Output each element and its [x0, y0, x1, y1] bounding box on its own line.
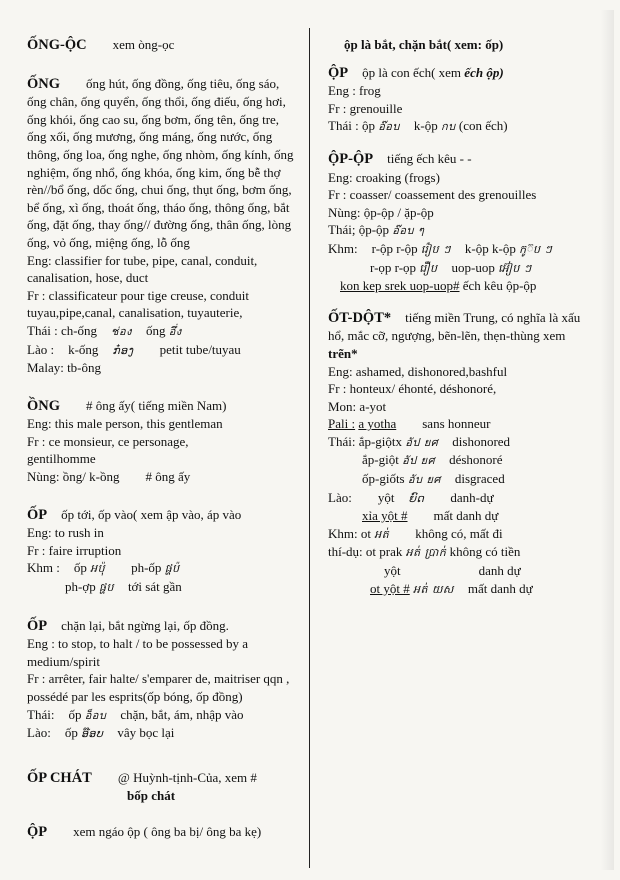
khmer-script-2: ផ្ហប៉ — [164, 562, 180, 576]
lao-script: ກ໋ອງ — [112, 343, 134, 357]
thai-script-2: อึ่ง — [168, 324, 182, 338]
thai-word-2: k-ộp — [413, 118, 438, 134]
french-gloss: Fr : honteux/ éhonté, déshonoré, — [328, 381, 497, 397]
thai-word-3: ốp-giốts — [362, 471, 405, 487]
thai-script: อัป ยศ — [405, 435, 439, 449]
entry-definition: # ông ấy( tiếng miền Nam) — [86, 397, 227, 413]
lao-word: ốp — [64, 725, 78, 741]
entry-crossref: trẽn* — [328, 345, 358, 361]
example-word: ot prak — [365, 544, 403, 560]
lao-gloss: petit tube/tuyau — [159, 341, 241, 357]
thai-word: ộp-ộp — [358, 222, 390, 238]
nung-gloss: # ông ấy — [145, 469, 191, 485]
pali-gloss: sans honneur — [422, 416, 491, 432]
page-edge-shadow — [600, 10, 614, 870]
khmer-word-2: ph-ốp — [131, 560, 162, 576]
thai-script-2: กบ — [440, 120, 456, 134]
thai-gloss-3: disgraced — [454, 471, 505, 487]
entry-headword: ỒNG — [27, 397, 61, 414]
entry-ong — [27, 75, 299, 377]
entry-ong-oc — [27, 36, 299, 55]
khmer-script: រ៉ៀប ៗ — [420, 242, 451, 256]
khmer-word-2: k-ộp k-ộp — [464, 240, 516, 256]
nung-line — [27, 468, 299, 486]
lao-line — [27, 724, 299, 743]
thai-word-2: ắp-giột — [362, 452, 399, 468]
khmer-gloss: không có, mất đi — [415, 525, 503, 541]
entry-definition-xref: ếch ộp) — [464, 64, 504, 80]
entry-ong-south — [27, 397, 299, 486]
khmer-line — [328, 240, 596, 259]
khmer-line-2 — [328, 259, 596, 278]
example-word-2: yột — [384, 563, 401, 579]
example-line-3 — [328, 580, 596, 599]
lang-label: Khm: — [328, 240, 358, 256]
english-gloss: Eng : frog — [328, 83, 381, 99]
thai-line — [328, 221, 596, 240]
english-gloss: Eng: classifier for tube, pipe, canal, conduit, canalisation, hose, duct — [27, 252, 258, 286]
thai-gloss: (con ếch) — [458, 118, 508, 134]
entry-definition: ống hút, ống đồng, ống tiêu, ống sáo, ống chân, ống quyển, ống thổi, ống điếu, ống hơi, ống khói, ống cao su, ống bơm, ống tên, ống tre, ống xối, ống mương, ống máng, ống nước, ống thông, ống loa, ống nghe, ống nhòm, ống kính, ống nghiệm, ống nhổ, ống khóa, ống kim, ống bễ thợ rèn//bổ ống, dốc ống, chui ống, thụt ống, bơm ống, bể ống, xì ống, thoát ống, tháo ống, thông ống, bắt ống, đặt ống, thay ống// đường ống, thân ống, lòng ống, vỏ ống, miệng ống, lỗ ống — [27, 75, 294, 250]
thai-script: อ๊อบ ๆ — [392, 224, 425, 238]
entry-op-1 — [27, 506, 299, 597]
thai-line — [27, 706, 299, 725]
lang-label: Pali : — [328, 416, 356, 432]
khmer-script-3: ផ្ហប — [98, 581, 114, 595]
lang-label: Lào : — [27, 341, 55, 357]
lao-example: xỉa yột # — [362, 508, 408, 524]
khmer-word-4: uop-uop — [451, 259, 495, 275]
khmer-word-3: r-ọp r-ọp — [370, 259, 417, 275]
entry-definition: tiếng miền Trung, có nghĩa là xấu hổ, mắc cỡ, ngượng, bẽn-lẽn, thẹn-thùng xem — [328, 309, 581, 344]
entry-definition: ốp tới, ốp vào( xem ập vào, áp vào — [61, 506, 242, 522]
french-gloss: Fr : faire irruption — [27, 542, 122, 558]
entry-op-op — [328, 150, 596, 295]
lao-gloss: danh-dự — [450, 489, 494, 505]
khmer-word-3: ph-ợp — [65, 579, 96, 595]
english-gloss: Eng : to stop, to halt / to be possessed by a medium/spirit — [27, 636, 248, 669]
lang-label: Thái : — [328, 118, 359, 134]
thai-line — [328, 433, 596, 452]
entry-definition: ộp là con ếch( xem — [362, 64, 462, 80]
lang-label: Lào: — [27, 725, 51, 741]
lang-label: Thái; — [328, 222, 356, 238]
example-label: thí-dụ: — [328, 544, 363, 560]
entry-definition: tiếng ếch kêu - - — [387, 150, 472, 166]
khmer-script: អត់ — [374, 527, 390, 541]
entry-headword: ỐNG — [27, 75, 61, 92]
entry-op-2 — [27, 617, 299, 743]
khmer-script: អប៉ុ — [90, 562, 106, 576]
entry-headword: ỐT-DỘT* — [328, 309, 392, 326]
lao-word: yột — [377, 489, 395, 505]
left-column — [27, 36, 299, 854]
thai-gloss: dishonored — [452, 433, 511, 449]
lao-line — [27, 341, 299, 360]
example-line — [328, 543, 596, 562]
khmer-line — [27, 559, 299, 578]
right-column — [328, 36, 596, 610]
example-gloss-2: danh dự — [478, 563, 521, 579]
english-gloss: Eng: croaking (frogs) — [328, 169, 440, 185]
entry-definition: @ Huỳnh-tịnh-Của, xem # — [117, 769, 257, 785]
thai-gloss-2: déshonoré — [449, 452, 503, 468]
nung-word: Nùng: ồng/ k-ồng — [27, 469, 120, 485]
thai-script: อ็อบ — [84, 708, 107, 722]
entry-headword: ỐP — [27, 617, 48, 634]
entry-headword: ỘP — [27, 823, 48, 840]
thai-line — [328, 117, 596, 136]
entry-headword: ỐP CHÁT — [27, 769, 92, 786]
khmer-word: ốp — [73, 560, 87, 576]
khmer-word: ot — [360, 525, 371, 541]
thai-word: ốp — [68, 706, 82, 722]
khmer-word: r-ộp r-ộp — [371, 240, 418, 256]
lang-label: Thái: — [27, 706, 55, 722]
lang-label: Khm : — [27, 560, 60, 576]
lang-label: Thái: — [328, 433, 356, 449]
continued-text: ộp là bắt, chặn bắt( xem: ốp) — [344, 37, 504, 52]
english-gloss: Eng: ashamed, dishonored,bashful — [328, 363, 508, 379]
lao-line-2 — [328, 507, 596, 525]
french-gloss: Fr : arrêter, fair halte/ s'emparer de, maitriser qqn , possédé par les esprits(ốp bóng, ốp đồng) — [27, 671, 290, 704]
entry-headword: ỐNG-ỘC — [27, 37, 87, 53]
column-divider — [309, 28, 310, 868]
thai-script-2: อัป ยศ — [402, 454, 436, 468]
entry-crossref: bốp chát — [127, 788, 176, 804]
thai-script-3: อับ ยศ — [407, 473, 441, 487]
pali-word: a yotha — [358, 416, 397, 432]
thai-word: ộp — [361, 118, 375, 134]
english-gloss: Eng: this male person, this gentleman — [27, 416, 223, 432]
lao-word: k-ống — [68, 341, 99, 357]
thai-line-3 — [328, 470, 596, 489]
french-gloss: Fr : classificateur pour tige creuse, conduit tuyau,pipe,canal, canalisation, tuyauterie, — [27, 287, 250, 321]
entry-headword: ỘP — [328, 64, 349, 81]
thai-script: อ๊อบ — [378, 120, 400, 134]
nung-line: Nùng: ộp-ộp / ặp-ộp — [328, 204, 434, 220]
entry-headword: ỘP-ỘP — [328, 150, 374, 167]
french-gloss-2: gentilhomme — [27, 451, 96, 467]
entry-headword: ỐP — [27, 506, 48, 523]
khmer-script-4: អ៊ៀប ៗ — [498, 261, 532, 275]
khmer-line-2 — [27, 578, 299, 597]
thai-script: ช่อง — [111, 324, 132, 338]
french-gloss: Fr : ce monsieur, ce personage, — [27, 433, 189, 449]
continued-definition — [344, 36, 596, 54]
entry-definition: chặn lại, bắt ngừng lại, ốp đồng. — [61, 617, 229, 633]
pali-line — [328, 415, 596, 433]
english-gloss: Eng: to rush in — [27, 525, 104, 541]
example-word-3: ot yột # — [370, 580, 410, 596]
khmer-example: kon kep srek uop-uop# — [340, 278, 460, 294]
french-gloss: Fr : coasser/ coassement des grenouilles — [328, 187, 537, 203]
entry-ot-dot — [328, 309, 596, 599]
lao-script: ອ໊ອບ — [81, 727, 104, 741]
lang-label: Lào: — [328, 489, 352, 505]
thai-line-2 — [328, 451, 596, 470]
entry-op-frog — [328, 64, 596, 136]
lao-example-gloss: mất danh dự — [433, 508, 499, 524]
mon-line: Mon: a-yot — [328, 398, 387, 414]
khmer-example-gloss: ếch kêu ộp-ộp — [462, 278, 537, 294]
entry-definition: xem ngáo ộp ( ông ba bị/ ông ba kẹ) — [73, 823, 262, 839]
khmer-line — [328, 525, 596, 544]
entry-definition: xem òng-ọc — [112, 37, 175, 52]
french-gloss: Fr : grenouille — [328, 100, 403, 116]
thai-gloss: chặn, bắt, ám, nhập vào — [120, 706, 244, 722]
example-script: អត់ ប្រាក់ — [405, 546, 447, 560]
lang-label: Khm: — [328, 525, 358, 541]
entry-op-chat — [27, 769, 299, 805]
khmer-script-2: កូ៊ប ៗ — [519, 242, 553, 256]
khmer-gloss: tới sát gần — [127, 579, 182, 595]
thai-word: ch-ống — [60, 322, 98, 338]
lao-script: ຍົດ — [408, 491, 425, 505]
malay-line: Malay: tb-ông — [27, 360, 102, 376]
thai-word-2: ống — [146, 322, 166, 338]
lang-label: Thái : — [27, 322, 58, 338]
example-gloss-3: mất danh dự — [467, 580, 533, 596]
entry-op-3 — [27, 823, 299, 842]
khmer-script-3: រ៉ឿប — [419, 261, 438, 275]
lao-line — [328, 489, 596, 508]
thai-word: ắp-giộtx — [358, 433, 403, 449]
lao-gloss: vây bọc lại — [117, 725, 175, 741]
example-script-3: អត់ យស — [412, 582, 454, 596]
example-gloss: không có tiền — [449, 544, 521, 560]
thai-line — [27, 322, 299, 341]
khmer-example-line — [328, 277, 596, 295]
example-line-2 — [328, 562, 596, 580]
